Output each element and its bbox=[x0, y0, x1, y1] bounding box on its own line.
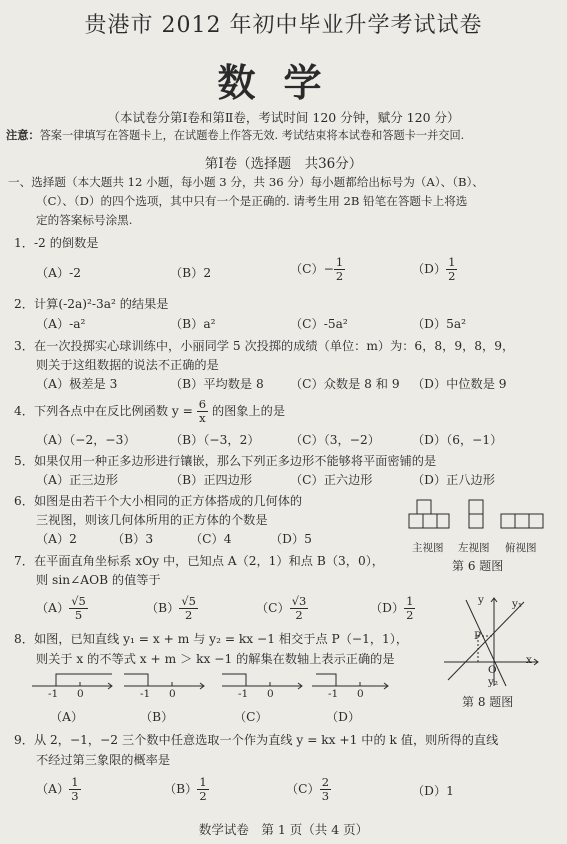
q7-b-numerator: √5 bbox=[181, 594, 196, 608]
q8-fig-y-label: y bbox=[478, 594, 484, 606]
q4-option-b: （B）（−3，2） bbox=[170, 433, 260, 447]
q8-stem-2: 则关于 x 的不等式 x + m ＞ kx −1 的解集在数轴上表示正确的是 bbox=[36, 652, 395, 666]
q6-option-c: （C）4 bbox=[190, 532, 232, 546]
q9-option-b bbox=[164, 776, 209, 803]
q9-b-denominator: 2 bbox=[199, 789, 207, 803]
q2-option-a: （A）-a² bbox=[36, 317, 86, 331]
q8-a-tick-label-m1: -1 bbox=[48, 688, 59, 700]
q9-a-numerator: 1 bbox=[71, 775, 79, 789]
q3-option-b: （B）平均数是 8 bbox=[170, 377, 264, 391]
top-view-mid-square bbox=[515, 514, 529, 528]
side-view-bottom-square bbox=[469, 514, 483, 528]
q7-option-c bbox=[256, 595, 308, 622]
q6-option-a: （A）2 bbox=[36, 532, 77, 546]
line-y2 bbox=[466, 600, 506, 686]
q6-figure-caption: 第 6 题图 bbox=[452, 559, 504, 573]
q9-option-c-fraction bbox=[320, 776, 331, 803]
q7-c-denominator: 2 bbox=[295, 608, 303, 622]
q8-d-tick-label-0: 0 bbox=[357, 688, 364, 700]
q8-fig-p-label: P bbox=[474, 630, 482, 642]
q1-option-c bbox=[290, 256, 345, 283]
q9-option-c bbox=[286, 776, 331, 803]
exam-info: （本试卷分第Ⅰ卷和第Ⅱ卷，考试时间 120 分钟，赋分 120 分） bbox=[107, 110, 460, 125]
q2-option-c: （C）-5a² bbox=[290, 317, 348, 331]
q4-denominator: x bbox=[199, 411, 206, 425]
q1-stem: 1．-2 的倒数是 bbox=[14, 236, 99, 250]
q1-d-denominator: 2 bbox=[448, 269, 456, 283]
q7-option-d-fraction bbox=[404, 595, 415, 622]
q4-option-d: （D）（6，−1） bbox=[412, 433, 503, 447]
q9-b-numerator: 1 bbox=[199, 775, 207, 789]
q8-d-tick-label-m1: -1 bbox=[328, 688, 339, 700]
q5-option-c: （C）正六边形 bbox=[290, 473, 373, 487]
q7-a-numerator: √5 bbox=[71, 594, 86, 608]
q9-c-numerator: 2 bbox=[321, 775, 330, 789]
q1-option-c-fraction bbox=[334, 256, 345, 283]
exam-title: 贵港市 2012 年初中毕业升学考试试卷 bbox=[84, 13, 483, 38]
top-view-left-square bbox=[501, 514, 515, 528]
q4-fraction bbox=[197, 398, 208, 425]
q8-b-tick-label-m1: -1 bbox=[140, 688, 151, 700]
q6-top-view-label: 俯视图 bbox=[505, 542, 537, 554]
q7-c-numerator: √3 bbox=[291, 594, 307, 608]
front-view-bottom-left-square bbox=[409, 514, 423, 528]
q2-option-b: （B）a² bbox=[170, 317, 216, 331]
q2-option-d: （D）5a² bbox=[412, 317, 467, 331]
numberline-d-solution bbox=[316, 674, 336, 686]
numberline-b-solution bbox=[124, 674, 148, 686]
q9-option-d: （D）1 bbox=[412, 784, 454, 798]
q5-option-b: （B）正四边形 bbox=[170, 473, 253, 487]
q9-option-a-label: （A） bbox=[36, 782, 70, 796]
q4-option-a: （A）（−2，−3） bbox=[36, 433, 136, 447]
q9-option-c-label: （C） bbox=[286, 782, 320, 796]
q1-d-numerator: 1 bbox=[448, 255, 456, 269]
q6-front-view-label: 主视图 bbox=[412, 542, 444, 554]
subject-title: 数学 bbox=[217, 60, 350, 105]
q7-stem-1: 7．在平面直角坐标系 xOy 中，已知点 A（2，1）和点 B（3，0）， bbox=[14, 554, 384, 568]
notice-label: 注意： bbox=[6, 128, 40, 142]
q1-option-c-label: （C）− bbox=[290, 262, 334, 276]
q7-stem-2: 则 sin∠AOB 的值等于 bbox=[36, 573, 161, 587]
q1-c-denominator: 2 bbox=[335, 269, 344, 283]
q6-option-b: （B）3 bbox=[112, 532, 154, 546]
q8-option-a: （A） bbox=[50, 710, 84, 724]
numberline-c-solution bbox=[222, 674, 246, 686]
top-view-right-square bbox=[529, 514, 543, 528]
q3-stem-1: 3．在一次投掷实心球训练中，小丽同学 5 次投掷的成绩（单位：m）为：6，8，9，8，9， bbox=[14, 339, 515, 353]
q8-option-d: （D） bbox=[326, 710, 361, 724]
q7-option-b-label: （B） bbox=[146, 601, 180, 615]
q3-stem-2: 则关于这组数据的说法不正确的是 bbox=[36, 358, 219, 372]
q6-three-view-figure bbox=[405, 496, 555, 536]
q8-option-c: （C） bbox=[234, 710, 268, 724]
q4-stem bbox=[14, 398, 285, 425]
q7-option-a bbox=[36, 595, 88, 622]
q8-fig-y1-label: y₁ bbox=[512, 598, 523, 610]
q9-option-a bbox=[36, 776, 81, 803]
section-instruction-1: 一、选择题（本大题共 12 小题，每小题 3 分，共 36 分）每小题都给出标号为（A）、（B）、 bbox=[8, 175, 484, 189]
q3-option-d: （D）中位数是 9 bbox=[412, 377, 507, 391]
q7-d-denominator: 2 bbox=[406, 608, 414, 622]
q9-stem-1: 9．从 2，−1，−2 三个数中任意选取一个作为直线 y = kx +1 中的 k 值，则所得的直线 bbox=[14, 733, 499, 747]
line-y1 bbox=[448, 602, 524, 680]
q8-fig-x-label: x bbox=[526, 654, 532, 666]
q7-a-denominator: 5 bbox=[74, 608, 83, 622]
q8-fig-y2-label: y₂ bbox=[488, 676, 499, 688]
front-view-top-square bbox=[417, 500, 431, 514]
q3-option-c: （C）众数是 8 和 9 bbox=[290, 377, 400, 391]
q9-a-denominator: 3 bbox=[71, 789, 79, 803]
q4-option-c: （C）（3，−2） bbox=[290, 433, 380, 447]
q5-option-d: （D）正八边形 bbox=[412, 473, 495, 487]
part-heading: 第Ⅰ卷（选择题 共36分） bbox=[204, 156, 363, 172]
q8-c-tick-label-0: 0 bbox=[267, 688, 274, 700]
numberline-a-solution bbox=[56, 674, 112, 686]
q8-figure-caption: 第 8 题图 bbox=[462, 695, 514, 709]
q9-stem-2: 不经过第三象限的概率是 bbox=[36, 753, 171, 767]
q7-option-c-fraction bbox=[290, 595, 309, 622]
q8-stem-1: 8．如图，已知直线 y₁ = x + m 与 y₂ = kx −1 相交于点 P（−1，1）， bbox=[14, 632, 409, 646]
section-instruction-2: （C）、（D）的四个选项，其中只有一个是正确的. 请考生用 2B 铅笔在答题卡上将选 bbox=[36, 194, 468, 208]
exam-notice bbox=[6, 127, 464, 143]
q1-option-d-label: （D） bbox=[412, 262, 447, 276]
q4-stem-post: 的图象上的是 bbox=[211, 404, 286, 418]
q7-option-b bbox=[146, 595, 198, 622]
q7-option-d bbox=[370, 595, 415, 622]
q7-option-c-label: （C） bbox=[256, 601, 290, 615]
q4-stem-pre: 4．下列各点中在反比例函数 y = bbox=[14, 404, 193, 418]
q3-option-a: （A）极差是 3 bbox=[36, 377, 118, 391]
q4-numerator: 6 bbox=[198, 397, 207, 411]
section-instruction-3: 定的答案标号涂黑. bbox=[36, 213, 133, 227]
q8-b-tick-label-0: 0 bbox=[169, 688, 176, 700]
q9-option-a-fraction bbox=[69, 776, 80, 803]
q7-b-denominator: 2 bbox=[185, 608, 193, 622]
q8-c-tick-label-m1: -1 bbox=[238, 688, 249, 700]
page-footer: 数学试卷 第 1 页（共 4 页） bbox=[198, 822, 369, 837]
front-view-bottom-mid-square bbox=[423, 514, 437, 528]
q7-option-a-label: （A） bbox=[36, 601, 70, 615]
q1-c-numerator: 1 bbox=[335, 255, 344, 269]
q1-option-d-fraction bbox=[446, 256, 457, 283]
q9-c-denominator: 3 bbox=[321, 789, 330, 803]
q9-option-b-label: （B） bbox=[164, 782, 198, 796]
q2-stem: 2．计算(-2a)²-3a² 的结果是 bbox=[14, 297, 169, 311]
q7-option-d-label: （D） bbox=[370, 601, 405, 615]
front-view-bottom-right-square bbox=[437, 514, 449, 528]
side-view-top-square bbox=[469, 500, 483, 514]
notice-text: 答案一律填写在答题卡上，在试题卷上作答无效. 考试结束将本试卷和答题卡一并交回. bbox=[39, 129, 465, 142]
q6-stem-1: 6．如图是由若干个大小相同的正方体搭成的几何体的 bbox=[14, 494, 303, 508]
q7-d-numerator: 1 bbox=[406, 594, 414, 608]
q5-stem: 5．如果仅用一种正多边形进行镶嵌，那么下列正多边形不能够将平面密铺的是 bbox=[14, 454, 437, 468]
q1-option-b: （B）2 bbox=[170, 266, 212, 280]
q8-option-b: （B） bbox=[140, 710, 174, 724]
q6-side-view-label: 左视图 bbox=[458, 542, 490, 554]
q6-stem-2: 三视图，则该几何体所用的正方体的个数是 bbox=[36, 513, 268, 527]
q6-option-d: （D）5 bbox=[270, 532, 312, 546]
q8-fig-origin-label: O bbox=[488, 664, 497, 676]
q8-a-tick-label-0: 0 bbox=[77, 688, 84, 700]
q5-option-a: （A）正三边形 bbox=[36, 473, 118, 487]
q7-option-a-fraction bbox=[69, 595, 88, 622]
q9-option-b-fraction bbox=[197, 776, 208, 803]
q7-option-b-fraction bbox=[179, 595, 198, 622]
q1-option-d bbox=[412, 256, 457, 283]
q1-option-a: （A）-2 bbox=[36, 266, 82, 280]
